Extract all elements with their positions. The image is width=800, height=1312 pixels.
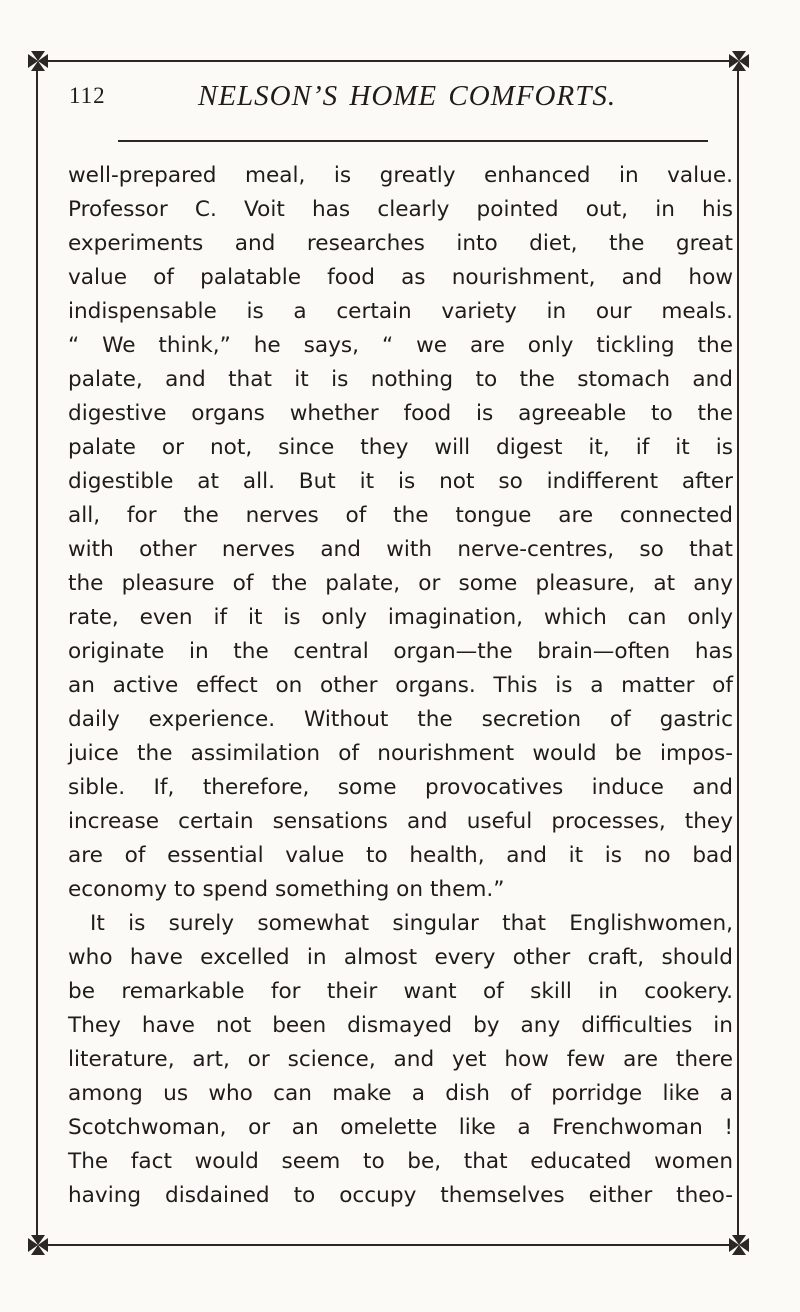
body-text [68, 159, 733, 1213]
header-rule [118, 140, 708, 142]
maltese-cross-icon [26, 49, 50, 73]
text-line: increase certain sensations and useful processes, they [68, 809, 733, 834]
paragraph-end-line: economy to spend something on them.” [68, 877, 505, 902]
text-line: all, for the nerves of the tongue are connected [68, 503, 733, 528]
text-line: originate in the central organ—the brain—often has [68, 639, 733, 664]
text-line: among us who can make a dish of porridge like a [68, 1081, 733, 1106]
maltese-cross-icon [727, 1233, 751, 1257]
text-line: literature, art, or science, and yet how few are there [68, 1047, 733, 1072]
text-line: juice the assimilation of nourishment would be impos- [68, 741, 733, 766]
bottom-border-rule [44, 1244, 734, 1246]
text-line: digestible at all. But it is not so indifferent after [68, 469, 733, 494]
text-line: be remarkable for their want of skill in cookery. [68, 979, 733, 1004]
paragraph-start-line: It is surely somewhat singular that Englishwomen, [90, 911, 733, 936]
text-line: are of essential value to health, and it is no bad [68, 843, 733, 868]
left-border-rule [36, 68, 38, 1236]
page-number: 112 [69, 83, 106, 108]
text-line: with other nerves and with nerve-centres, so that [68, 537, 733, 562]
maltese-cross-icon [727, 49, 751, 73]
text-line: palate or not, since they will digest it, if it is [68, 435, 733, 460]
text-line: The fact would seem to be, that educated women [68, 1149, 733, 1174]
text-line: the pleasure of the palate, or some pleasure, at any [68, 571, 733, 596]
text-line: Scotchwoman, or an omelette like a Frenchwoman ! [68, 1115, 733, 1140]
text-line: who have excelled in almost every other craft, should [68, 945, 733, 970]
text-line: digestive organs whether food is agreeable to the [68, 401, 733, 426]
text-line: They have not been dismayed by any difficulties in [68, 1013, 733, 1038]
text-line: “ We think,” he says, “ we are only tickling the [68, 333, 733, 358]
right-border-rule [737, 68, 739, 1236]
text-line: rate, even if it is only imagination, which can only [68, 605, 733, 630]
text-line: value of palatable food as nourishment, and how [68, 265, 733, 290]
text-line: experiments and researches into diet, the great [68, 231, 733, 256]
text-line: well-prepared meal, is greatly enhanced in value. [68, 163, 733, 188]
text-line: indispensable is a certain variety in our meals. [68, 299, 733, 324]
running-title: NELSON’S HOME COMFORTS. [198, 80, 617, 112]
text-line: Professor C. Voit has clearly pointed out, in his [68, 197, 733, 222]
text-line: daily experience. Without the secretion of gastric [68, 707, 733, 732]
text-line: palate, and that it is nothing to the stomach and [68, 367, 733, 392]
top-border-rule [44, 60, 734, 62]
text-line: having disdained to occupy themselves either theo- [68, 1183, 733, 1208]
text-line: sible. If, therefore, some provocatives induce and [68, 775, 733, 800]
text-line: an active effect on other organs. This is a matter of [68, 673, 733, 698]
maltese-cross-icon [26, 1233, 50, 1257]
